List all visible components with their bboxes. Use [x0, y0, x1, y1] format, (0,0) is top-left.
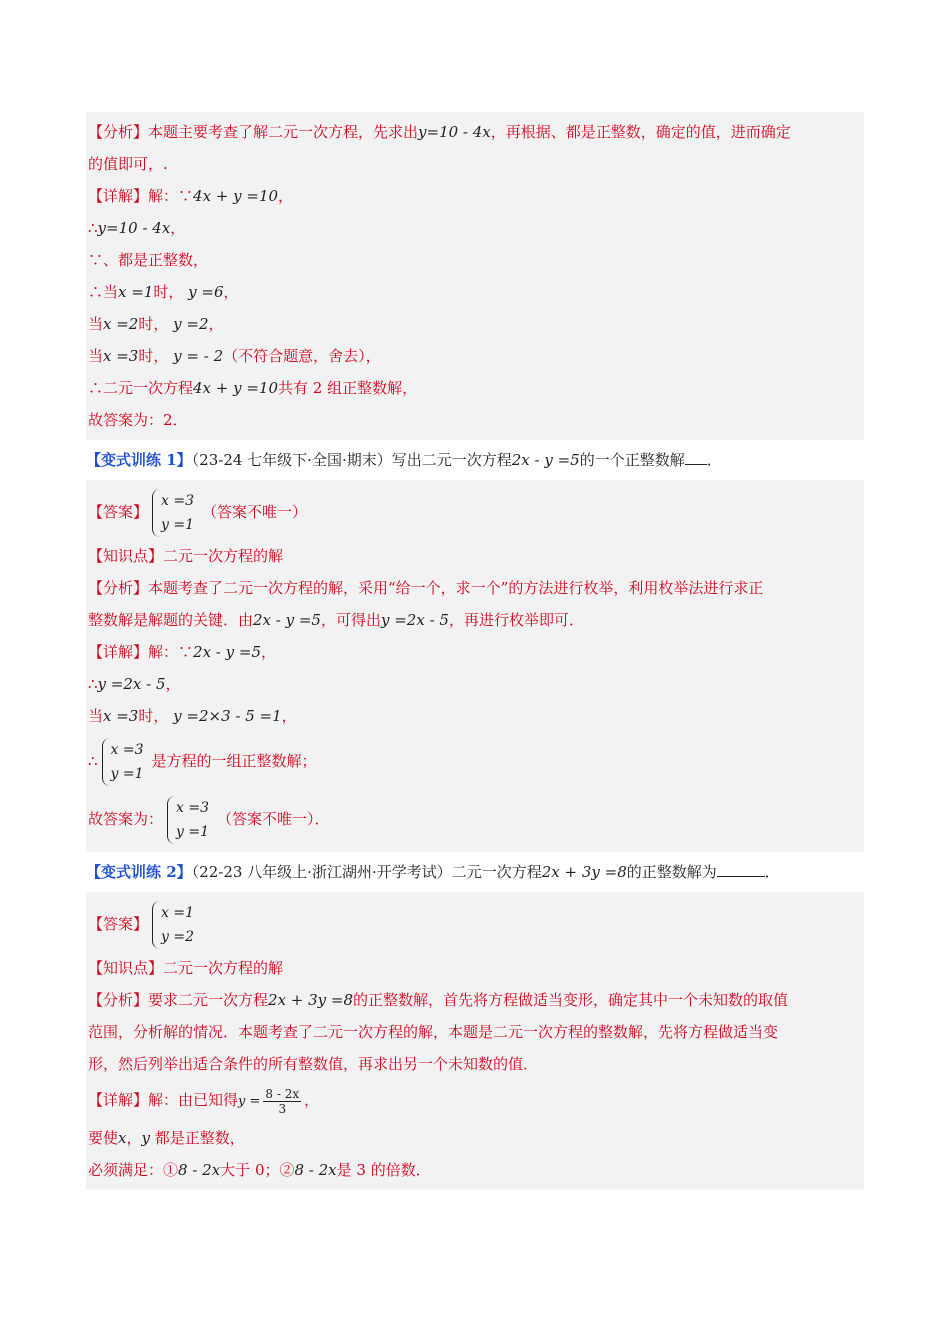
answer-line	[88, 896, 864, 952]
solution-block-2	[86, 480, 864, 852]
analysis-tag: 【分析】	[88, 579, 149, 597]
step-line: ∴y =2x - 5，	[88, 675, 181, 693]
step-line: ∴二元一次方程4x + y =10共有 2 组正整数解，	[88, 379, 418, 397]
detail-line: 【详解】解：∵4x + y =10，	[88, 187, 294, 205]
answer-tag: 【答案】	[88, 503, 149, 521]
analysis-paragraph: 【分析】本题主要考查了解二元一次方程，先求出y=10 - 4x，再根据、都是正整数，确定的值，进而确定 的值即可，.	[88, 123, 791, 173]
equation-system: x =3 y =1	[102, 738, 150, 786]
detail-line: 【详解】解：∵2x - y =5，	[88, 643, 277, 661]
question-2: 【变式训练 2】（22-23 八年级上·浙江湖州·开学考试）二元一次方程2x + 3y =8的正整数解为 ．	[86, 863, 780, 881]
solution-block-3	[86, 892, 864, 1190]
analysis-tag: 【分析】	[88, 991, 149, 1009]
math-expression: y=10 - 4x	[418, 123, 491, 141]
equation-system: x =1 y =2	[152, 901, 200, 949]
knowledge-tag: 【知识点】	[88, 547, 164, 565]
step-line: 当x =3时， y =2×3 - 5 =1，	[88, 707, 297, 725]
answer-line: 【答案】 x =3 y =1 （答案不唯一）	[88, 484, 864, 540]
analysis-tag: 【分析】	[88, 123, 149, 141]
knowledge-line: 【知识点】二元一次方程的解	[88, 959, 284, 977]
step-line: 必须满足：①8 - 2x大于 0；②8 - 2x是 3 的倍数．	[88, 1161, 431, 1179]
analysis-paragraph: 【分析】本题考查了二元一次方程的解，采用“给一个，求一个”的方法进行枚举，利用枚举法进行求正 整数解是解题的关键．由2x - y =5，可得出y =2x - 5，再进行枚举即可．	[88, 579, 764, 629]
solution-block-1	[86, 112, 864, 440]
step-line: ∴y=10 - 4x，	[88, 219, 186, 237]
detail-line: 【详解】解：由已知得y = $\frac{8 - 2x}{3}$ ，	[88, 1086, 320, 1116]
step-line: ∵、都是正整数，	[88, 251, 209, 269]
knowledge-tag: 【知识点】	[88, 959, 164, 977]
answer-tag: 【答案】	[88, 915, 149, 933]
step-line: 要使x，y 都是正整数，	[88, 1129, 245, 1147]
detail-tag: 【详解】	[88, 187, 149, 205]
answer-line: 故答案为：2．	[88, 411, 188, 429]
answer-blank	[685, 450, 707, 465]
question-tag: 【变式训练 2】	[86, 863, 192, 881]
question-tag: 【变式训练 1】	[86, 451, 192, 469]
step-line: ∴ x =3 y =1 是方程的一组正整数解；	[88, 732, 864, 790]
step-line: 当x =3时， y = - 2（不符合题意，舍去），	[88, 347, 381, 365]
analysis-paragraph: 【分析】要求二元一次方程2x + 3y =8的正整数解，首先将方程做适当变形，确定其中一个未知数的取值 范围，分析解的情况．本题考查了二元一次方程的解，本题是二元一次方程的整数解，先将方程做适当变 形，然后列举出适合条件的所有整数值，再求出另一个未知数的值．	[88, 991, 789, 1073]
detail-tag: 【详解】	[88, 1091, 149, 1109]
fraction: $\frac{8 - 2x}{3}$	[265, 1086, 300, 1116]
detail-tag: 【详解】	[88, 643, 149, 661]
answer-blank	[717, 862, 765, 877]
step-line: 当x =2时， y =2，	[88, 315, 224, 333]
answer-line: 故答案为： x =3 y =1 （答案不唯一）．	[88, 790, 864, 848]
page-content	[86, 112, 864, 1190]
knowledge-line: 【知识点】二元一次方程的解	[88, 547, 284, 565]
step-line: ∴当x =1时， y =6，	[88, 283, 239, 301]
equation-system: x =3 y =1	[152, 489, 200, 537]
question-1: 【变式训练 1】（23-24 七年级下·全国·期末）写出二元一次方程2x - y =5的一个正整数解 ．	[86, 451, 722, 469]
equation-system: x =3 y =1	[167, 796, 215, 844]
